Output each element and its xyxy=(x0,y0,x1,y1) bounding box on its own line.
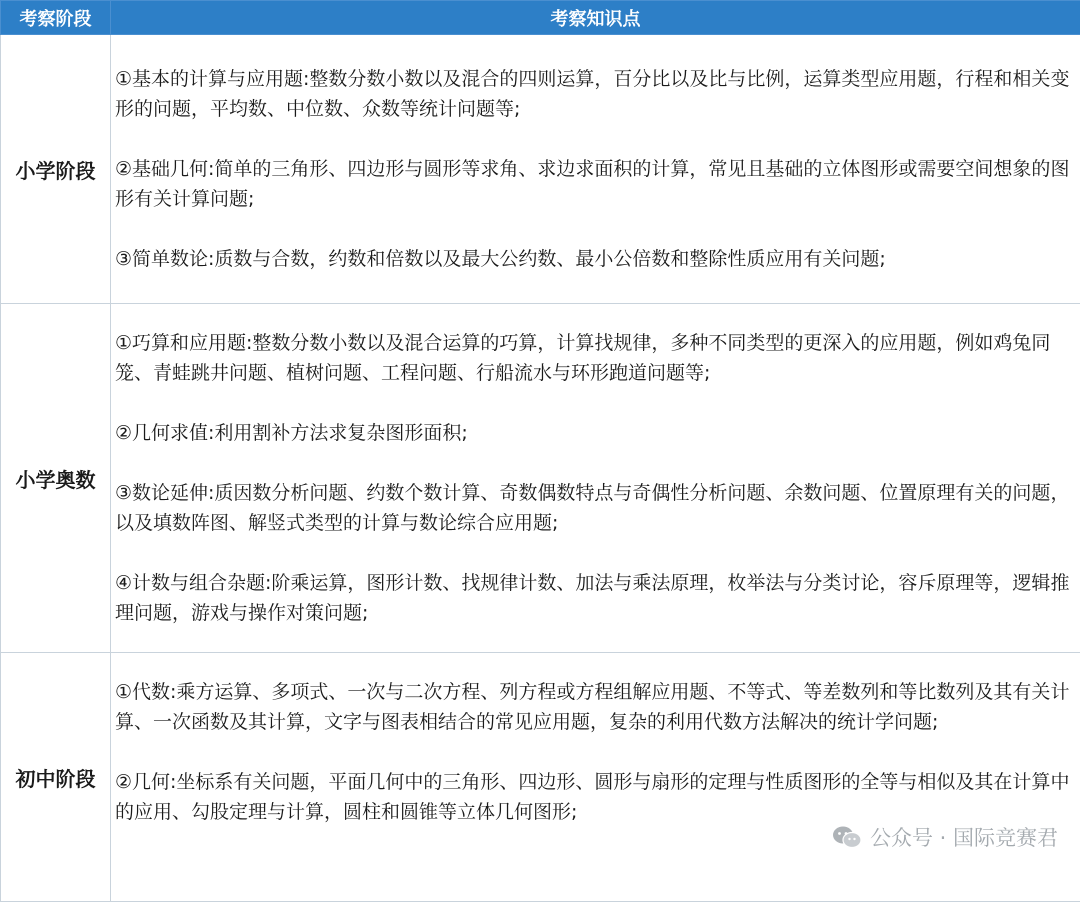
stage-label: 小学阶段 xyxy=(1,35,111,304)
header-content: 考察知识点 xyxy=(111,1,1080,35)
content-cell xyxy=(111,35,1080,304)
knowledge-item: ②基础几何:简单的三角形、四边形与圆形等求角、求边求面积的计算，常见且基础的立体图形或需要空间想象的图形有关计算问题; xyxy=(115,154,1070,214)
table-row xyxy=(1,653,1080,902)
knowledge-item: ①基本的计算与应用题:整数分数小数以及混合的四则运算，百分比以及比与比例，运算类型应用题，行程和相关变形的问题，平均数、中位数、众数等统计问题等; xyxy=(115,64,1070,124)
content-cell xyxy=(111,653,1080,902)
wechat-icon xyxy=(832,825,862,849)
knowledge-item: ②几何:坐标系有关问题，平面几何中的三角形、四边形、圆形与扇形的定理与性质图形的全等与相似及其在计算中的应用、勾股定理与计算，圆柱和圆锥等立体几何图形; xyxy=(115,767,1070,827)
knowledge-item: ③简单数论:质数与合数，约数和倍数以及最大公约数、最小公倍数和整除性质应用有关问题; xyxy=(115,244,1070,274)
knowledge-item: ①代数:乘方运算、多项式、一次与二次方程、列方程或方程组解应用题、不等式、等差数列和等比数列及其有关计算、一次函数及其计算，文字与图表相结合的常见应用题，复杂的利用代数方法解决的统计学问题; xyxy=(115,677,1070,737)
stage-label: 初中阶段 xyxy=(1,653,111,902)
knowledge-item: ①巧算和应用题:整数分数小数以及混合运算的巧算，计算找规律，多种不同类型的更深入的应用题，例如鸡兔同笼、青蛙跳井问题、植树问题、工程问题、行船流水与环形跑道问题等; xyxy=(115,328,1070,388)
table-row xyxy=(1,35,1080,304)
header-stage: 考察阶段 xyxy=(1,1,111,35)
stage-label: 小学奥数 xyxy=(1,304,111,653)
watermark-text: 公众号 · 国际竞赛君 xyxy=(870,822,1058,852)
content-cell xyxy=(111,304,1080,653)
knowledge-item: ③数论延伸:质因数分析问题、约数个数计算、奇数偶数特点与奇偶性分析问题、余数问题、位置原理有关的问题，以及填数阵图、解竖式类型的计算与数论综合应用题; xyxy=(115,478,1070,538)
table-row xyxy=(1,304,1080,653)
table-header xyxy=(1,1,1080,35)
watermark xyxy=(832,822,1058,852)
knowledge-item: ④计数与组合杂题:阶乘运算，图形计数、找规律计数、加法与乘法原理，枚举法与分类讨论，容斥原理等，逻辑推理问题，游戏与操作对策问题; xyxy=(115,568,1070,628)
knowledge-item: ②几何求值:利用割补方法求复杂图形面积; xyxy=(115,418,1070,448)
